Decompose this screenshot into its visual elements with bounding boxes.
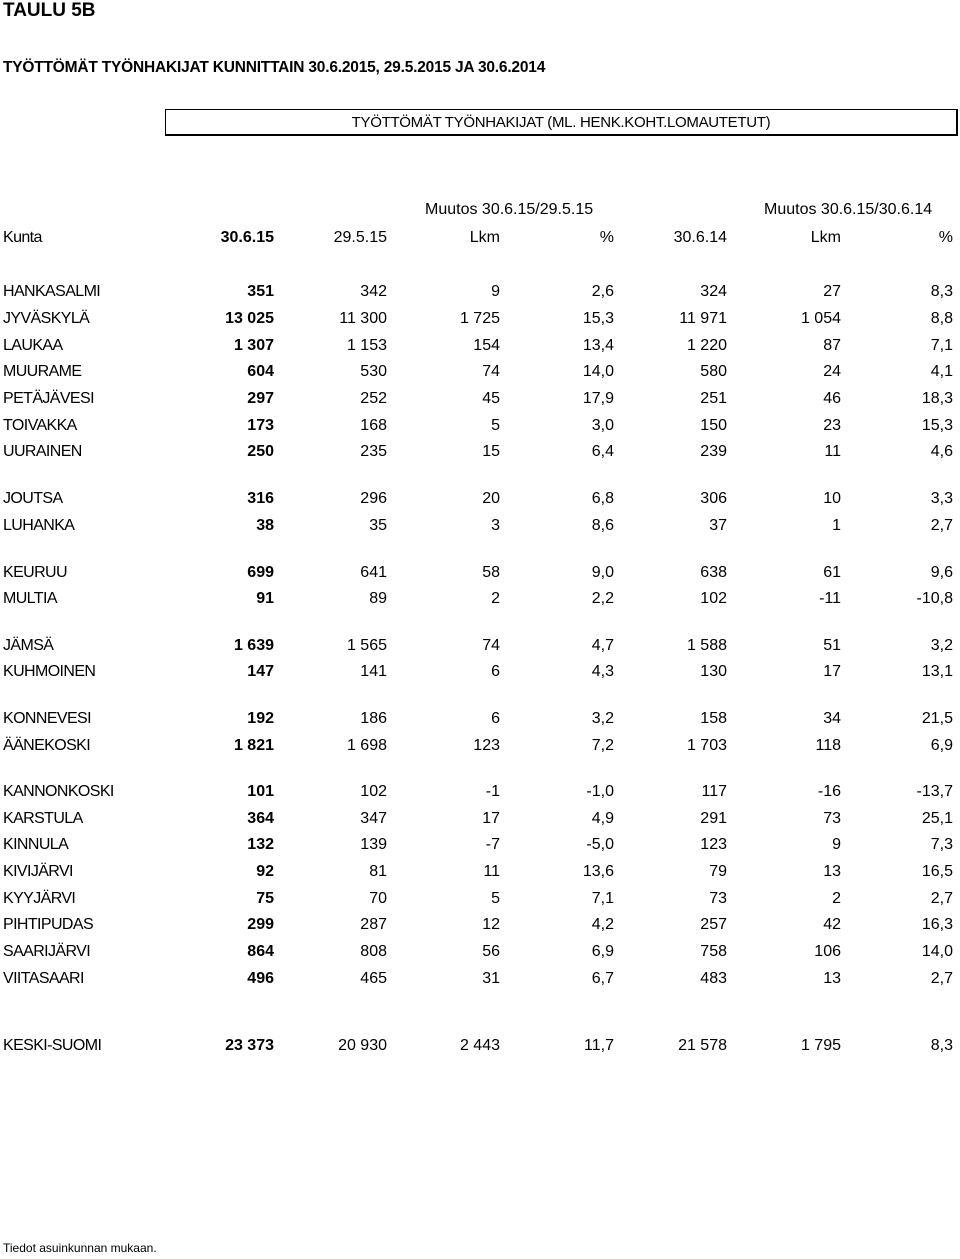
cell-lkm-2: 61 xyxy=(823,564,841,581)
table-row xyxy=(0,806,960,832)
cell-pct-2: 15,3 xyxy=(921,417,953,434)
table-row xyxy=(0,586,960,612)
cell-kunta: LUHANKA xyxy=(3,517,75,534)
cell-kunta: SAARIJÄRVI xyxy=(3,943,91,960)
cell-lkm-2: 27 xyxy=(823,283,841,300)
cell-pct-1: 4,2 xyxy=(591,916,614,933)
cell-lkm-2: 2 xyxy=(832,890,841,907)
cell-pct-2: 13,1 xyxy=(921,663,953,680)
cell-prev-month: 1 698 xyxy=(346,737,387,754)
cell-lkm-2: 118 xyxy=(815,737,841,754)
cell-kunta: KYYJÄRVI xyxy=(3,890,76,907)
cell-lkm-1: -7 xyxy=(485,836,500,853)
cell-pct-2: 14,0 xyxy=(921,943,953,960)
cell-prev-year: 306 xyxy=(700,490,727,507)
change-header-2: Muutos 30.6.15/30.6.14 xyxy=(764,201,933,218)
table-row xyxy=(0,733,960,759)
cell-current: 92 xyxy=(256,863,274,880)
cell-lkm-2: 1 795 xyxy=(800,1037,841,1054)
cell-lkm-1: 1 725 xyxy=(459,310,500,327)
cell-pct-2: 25,1 xyxy=(921,810,953,827)
cell-pct-1: -1,0 xyxy=(586,783,614,800)
table-row xyxy=(0,706,960,732)
cell-lkm-1: 2 443 xyxy=(459,1037,500,1054)
cell-kunta: MUURAME xyxy=(3,363,82,380)
cell-pct-1: 14,0 xyxy=(582,363,614,380)
table-row xyxy=(0,832,960,858)
table-row xyxy=(0,413,960,439)
cell-prev-month: 89 xyxy=(369,590,387,607)
cell-pct-1: 7,2 xyxy=(591,737,614,754)
cell-lkm-1: 6 xyxy=(491,710,500,727)
table-row xyxy=(0,912,960,938)
cell-prev-year: 150 xyxy=(700,417,727,434)
cell-current: 173 xyxy=(247,417,274,434)
cell-current: 316 xyxy=(247,490,274,507)
cell-pct-1: 8,6 xyxy=(591,517,614,534)
cell-prev-month: 35 xyxy=(369,517,387,534)
change-header-1: Muutos 30.6.15/29.5.15 xyxy=(425,201,594,218)
cell-pct-2: 2,7 xyxy=(930,517,953,534)
cell-lkm-2: 10 xyxy=(823,490,841,507)
cell-lkm-1: 31 xyxy=(482,970,500,987)
cell-lkm-2: 1 054 xyxy=(800,310,841,327)
cell-prev-month: 287 xyxy=(360,916,387,933)
cell-kunta: MULTIA xyxy=(3,590,57,607)
cell-prev-year: 79 xyxy=(709,863,727,880)
cell-kunta: KARSTULA xyxy=(3,810,83,827)
col-header-pct-2: % xyxy=(938,229,953,246)
cell-lkm-1: 45 xyxy=(482,390,500,407)
cell-kunta: JYVÄSKYLÄ xyxy=(3,310,90,327)
table-row xyxy=(0,659,960,685)
cell-pct-1: 15,3 xyxy=(582,310,614,327)
cell-current: 38 xyxy=(256,517,274,534)
table-row xyxy=(0,966,960,992)
table-row xyxy=(0,939,960,965)
cell-prev-month: 530 xyxy=(360,363,387,380)
cell-pct-1: 13,6 xyxy=(582,863,614,880)
table-subtitle: TYÖTTÖMÄT TYÖNHAKIJAT KUNNITTAIN 30.6.2015, 29.5.2015 JA 30.6.2014 xyxy=(3,59,546,76)
col-header-lkm-1: Lkm xyxy=(469,229,500,246)
cell-prev-month: 808 xyxy=(360,943,387,960)
cell-current: 75 xyxy=(256,890,274,907)
cell-prev-year: 1 588 xyxy=(686,637,727,654)
col-header-prev-month: 29.5.15 xyxy=(333,229,387,246)
footnote: Tiedot asuinkunnan mukaan. xyxy=(3,1241,157,1255)
cell-pct-2: 7,3 xyxy=(930,836,953,853)
table-row xyxy=(0,633,960,659)
cell-prev-year: 251 xyxy=(700,390,727,407)
cell-prev-year: 130 xyxy=(700,663,727,680)
table-row xyxy=(0,859,960,885)
cell-kunta: TOIVAKKA xyxy=(3,417,77,434)
cell-pct-2: -13,7 xyxy=(916,783,953,800)
cell-prev-year: 37 xyxy=(709,517,727,534)
cell-prev-month: 1 565 xyxy=(346,637,387,654)
cell-lkm-1: 6 xyxy=(491,663,500,680)
cell-kunta: KIVIJÄRVI xyxy=(3,863,73,880)
cell-lkm-2: 9 xyxy=(832,836,841,853)
cell-prev-year: 73 xyxy=(709,890,727,907)
cell-prev-month: 102 xyxy=(360,783,387,800)
cell-pct-1: 11,7 xyxy=(584,1037,614,1054)
cell-current: 91 xyxy=(256,590,274,607)
cell-kunta: KUHMOINEN xyxy=(3,663,96,680)
cell-current: 250 xyxy=(247,443,274,460)
table-row xyxy=(0,386,960,412)
cell-prev-month: 1 153 xyxy=(346,337,387,354)
cell-kunta: PETÄJÄVESI xyxy=(3,390,94,407)
table-row xyxy=(0,486,960,512)
cell-kunta: PIHTIPUDAS xyxy=(3,916,94,933)
cell-pct-2: 8,8 xyxy=(930,310,953,327)
cell-current: 101 xyxy=(247,783,274,800)
cell-pct-1: 13,4 xyxy=(582,337,614,354)
cell-lkm-2: -16 xyxy=(817,783,841,800)
cell-prev-year: 483 xyxy=(700,970,727,987)
cell-current: 23 373 xyxy=(225,1037,274,1054)
cell-lkm-1: 58 xyxy=(482,564,500,581)
cell-prev-month: 342 xyxy=(360,283,387,300)
cell-lkm-2: 13 xyxy=(823,863,841,880)
cell-lkm-2: 34 xyxy=(823,710,841,727)
cell-kunta: JÄMSÄ xyxy=(3,637,54,654)
cell-pct-1: 6,9 xyxy=(591,943,614,960)
cell-pct-2: 4,6 xyxy=(930,443,953,460)
cell-prev-month: 20 930 xyxy=(338,1037,387,1054)
col-header-prev-year: 30.6.14 xyxy=(673,229,727,246)
cell-current: 864 xyxy=(247,943,274,960)
cell-current: 364 xyxy=(247,810,274,827)
cell-lkm-2: 23 xyxy=(823,417,841,434)
cell-pct-1: 4,7 xyxy=(591,637,614,654)
cell-lkm-1: 17 xyxy=(482,810,500,827)
cell-pct-2: 9,6 xyxy=(930,564,953,581)
cell-lkm-2: 1 xyxy=(832,517,841,534)
cell-current: 192 xyxy=(247,710,274,727)
table-row xyxy=(0,439,960,465)
cell-lkm-1: 2 xyxy=(491,590,500,607)
cell-kunta: ÄÄNEKOSKI xyxy=(3,737,91,754)
cell-pct-1: 3,0 xyxy=(591,417,614,434)
cell-lkm-1: 74 xyxy=(482,363,500,380)
cell-lkm-2: 87 xyxy=(823,337,841,354)
cell-prev-month: 11 300 xyxy=(339,310,387,327)
cell-lkm-2: 46 xyxy=(823,390,841,407)
cell-lkm-1: 56 xyxy=(482,943,500,960)
cell-kunta: KANNONKOSKI xyxy=(3,783,114,800)
cell-prev-year: 257 xyxy=(700,916,727,933)
cell-pct-2: -10,8 xyxy=(916,590,953,607)
cell-prev-year: 1 220 xyxy=(686,337,727,354)
cell-lkm-1: 123 xyxy=(473,737,500,754)
cell-lkm-2: 73 xyxy=(823,810,841,827)
cell-lkm-1: 12 xyxy=(482,916,500,933)
cell-lkm-2: 51 xyxy=(823,637,841,654)
cell-current: 299 xyxy=(247,916,274,933)
cell-current: 496 xyxy=(247,970,274,987)
cell-pct-2: 16,3 xyxy=(921,916,953,933)
cell-kunta: KINNULA xyxy=(3,836,69,853)
table-row xyxy=(0,886,960,912)
cell-kunta: JOUTSA xyxy=(3,490,63,507)
cell-lkm-2: 42 xyxy=(823,916,841,933)
cell-prev-month: 252 xyxy=(360,390,387,407)
cell-pct-2: 16,5 xyxy=(921,863,953,880)
cell-current: 1 639 xyxy=(233,637,274,654)
cell-current: 604 xyxy=(247,363,274,380)
cell-current: 147 xyxy=(247,663,274,680)
cell-pct-2: 3,2 xyxy=(930,637,953,654)
cell-pct-1: 2,6 xyxy=(591,283,614,300)
cell-kunta: VIITASAARI xyxy=(3,970,84,987)
cell-prev-year: 123 xyxy=(700,836,727,853)
cell-prev-year: 291 xyxy=(700,810,727,827)
cell-pct-1: 6,7 xyxy=(591,970,614,987)
cell-prev-year: 21 578 xyxy=(678,1037,727,1054)
cell-kunta: KONNEVESI xyxy=(3,710,91,727)
cell-lkm-2: 17 xyxy=(823,663,841,680)
table-row xyxy=(0,279,960,305)
cell-pct-1: 3,2 xyxy=(591,710,614,727)
cell-pct-1: 17,9 xyxy=(582,390,614,407)
cell-prev-year: 580 xyxy=(700,363,727,380)
table-row xyxy=(0,333,960,359)
cell-lkm-1: 5 xyxy=(491,890,500,907)
col-header-kunta: Kunta xyxy=(3,229,42,246)
table-row xyxy=(0,359,960,385)
cell-lkm-2: 13 xyxy=(823,970,841,987)
cell-prev-month: 168 xyxy=(360,417,387,434)
cell-prev-year: 638 xyxy=(700,564,727,581)
cell-prev-month: 186 xyxy=(360,710,387,727)
cell-prev-month: 347 xyxy=(360,810,387,827)
cell-lkm-1: 11 xyxy=(483,863,500,880)
cell-prev-year: 102 xyxy=(700,590,727,607)
cell-pct-2: 8,3 xyxy=(930,283,953,300)
cell-lkm-2: 106 xyxy=(814,943,841,960)
table-title: TAULU 5B xyxy=(3,0,96,21)
cell-current: 1 307 xyxy=(233,337,274,354)
cell-prev-month: 70 xyxy=(369,890,387,907)
cell-lkm-2: 24 xyxy=(823,363,841,380)
cell-pct-2: 21,5 xyxy=(921,710,953,727)
cell-prev-month: 139 xyxy=(360,836,387,853)
cell-lkm-1: 5 xyxy=(491,417,500,434)
col-header-current: 30.6.15 xyxy=(220,229,274,246)
cell-current: 297 xyxy=(247,390,274,407)
cell-prev-month: 141 xyxy=(360,663,387,680)
cell-prev-year: 239 xyxy=(700,443,727,460)
cell-lkm-1: -1 xyxy=(485,783,500,800)
cell-prev-month: 296 xyxy=(360,490,387,507)
cell-prev-month: 235 xyxy=(360,443,387,460)
cell-prev-year: 158 xyxy=(700,710,727,727)
cell-prev-year: 324 xyxy=(700,283,727,300)
cell-lkm-1: 74 xyxy=(482,637,500,654)
cell-prev-year: 117 xyxy=(701,783,727,800)
cell-pct-2: 2,7 xyxy=(930,970,953,987)
cell-prev-month: 465 xyxy=(360,970,387,987)
col-header-lkm-2: Lkm xyxy=(810,229,841,246)
table-row xyxy=(0,560,960,586)
cell-kunta: LAUKAA xyxy=(3,337,63,354)
cell-pct-1: 6,4 xyxy=(591,443,614,460)
cell-current: 13 025 xyxy=(225,310,274,327)
cell-prev-month: 641 xyxy=(360,564,387,581)
cell-pct-2: 6,9 xyxy=(930,737,953,754)
cell-current: 351 xyxy=(247,283,274,300)
cell-pct-1: 9,0 xyxy=(591,564,614,581)
cell-pct-2: 18,3 xyxy=(921,390,953,407)
cell-kunta: KEURUU xyxy=(3,564,67,581)
cell-kunta: HANKASALMI xyxy=(3,283,101,300)
cell-pct-1: 4,9 xyxy=(591,810,614,827)
cell-prev-year: 11 971 xyxy=(679,310,727,327)
cell-current: 699 xyxy=(247,564,274,581)
cell-lkm-1: 154 xyxy=(473,337,500,354)
boxed-header: TYÖTTÖMÄT TYÖNHAKIJAT (ML. HENK.KOHT.LOMAUTETUT) xyxy=(165,109,958,136)
cell-pct-2: 2,7 xyxy=(930,890,953,907)
cell-lkm-1: 3 xyxy=(491,517,500,534)
cell-pct-2: 7,1 xyxy=(930,337,953,354)
table-row xyxy=(0,513,960,539)
cell-lkm-1: 15 xyxy=(482,443,500,460)
col-header-pct-1: % xyxy=(599,229,614,246)
table-row xyxy=(0,779,960,805)
cell-pct-1: 4,3 xyxy=(591,663,614,680)
cell-lkm-2: -11 xyxy=(819,590,841,607)
cell-pct-2: 8,3 xyxy=(930,1037,953,1054)
cell-current: 1 821 xyxy=(233,737,274,754)
column-header-row xyxy=(0,225,960,251)
cell-lkm-1: 20 xyxy=(482,490,500,507)
cell-kunta: KESKI-SUOMI xyxy=(3,1037,102,1054)
table-row xyxy=(0,306,960,332)
cell-pct-1: 6,8 xyxy=(591,490,614,507)
cell-kunta: UURAINEN xyxy=(3,443,82,460)
cell-pct-1: -5,0 xyxy=(586,836,614,853)
cell-lkm-1: 9 xyxy=(491,283,500,300)
table-total-row xyxy=(0,1033,960,1059)
cell-prev-month: 81 xyxy=(369,863,387,880)
cell-lkm-2: 11 xyxy=(824,443,841,460)
cell-pct-1: 2,2 xyxy=(591,590,614,607)
cell-pct-1: 7,1 xyxy=(591,890,614,907)
cell-prev-year: 1 703 xyxy=(686,737,727,754)
cell-pct-2: 4,1 xyxy=(930,363,953,380)
cell-pct-2: 3,3 xyxy=(930,490,953,507)
cell-prev-year: 758 xyxy=(700,943,727,960)
cell-current: 132 xyxy=(247,836,274,853)
